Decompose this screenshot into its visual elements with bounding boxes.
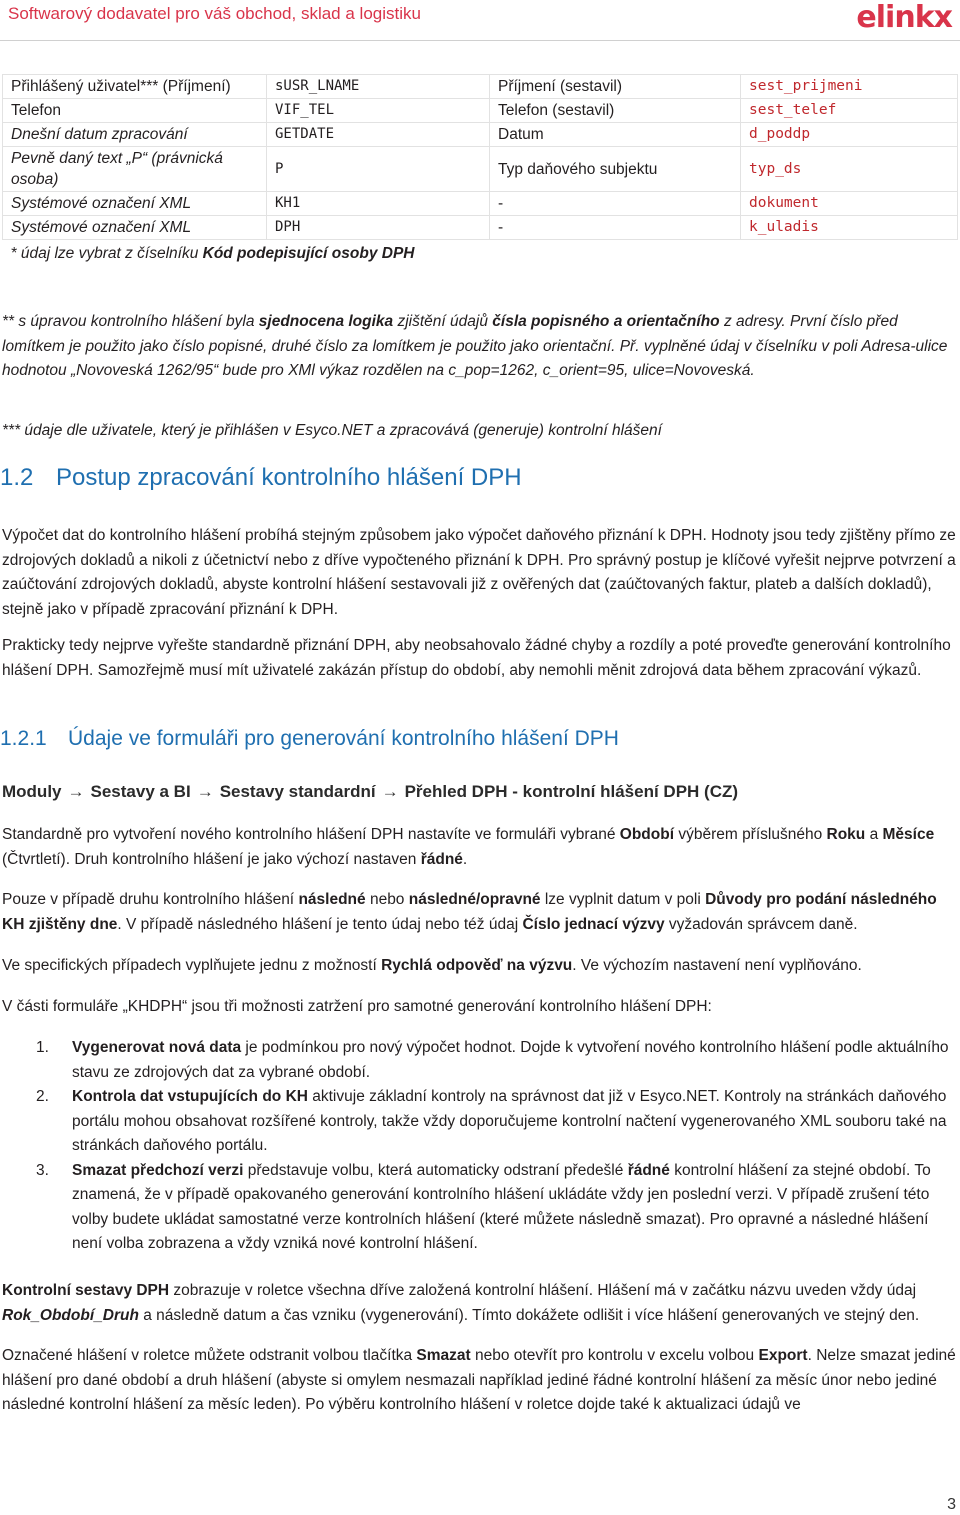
paragraph-khdph: V části formuláře „KHDPH“ jsou tři možnosti zatržení pro samotné generování kontrolního hlášení DPH:: [2, 998, 712, 1015]
section-title: Postup zpracování kontrolního hlášení DPH: [56, 464, 522, 491]
table-cell-label: Telefon: [3, 99, 267, 123]
table-cell-xml: sest_prijmeni: [741, 75, 958, 99]
arrow-icon: →: [196, 782, 214, 801]
table-cell-code: GETDATE: [267, 123, 490, 147]
table-cell-label: Dnešní datum zpracování: [3, 123, 267, 147]
path-item-sestavy-standardni: Sestavy standardní: [219, 782, 376, 801]
table-cell-desc: -: [490, 216, 741, 240]
table-cell-desc: Datum: [490, 123, 741, 147]
table-cell-xml: d_poddp: [741, 123, 958, 147]
table-cell-xml: dokument: [741, 192, 958, 216]
header-title: Softwarový dodavatel pro váš obchod, sklad a logistiku: [8, 4, 421, 23]
note-user: *** údaje dle uživatele, který je přihlášen v Esyco.NET a zpracovává (generuje) kontrolní hlášení: [2, 422, 662, 439]
table-cell-label: Přihlášený uživatel*** (Příjmení): [3, 75, 267, 99]
path-item-sestavy-bi: Sestavy a BI: [90, 782, 191, 801]
table-row: [3, 99, 958, 123]
options-list: [2, 1036, 956, 1257]
table-cell-code: DPH: [267, 216, 490, 240]
fields-table: [2, 74, 958, 265]
table-row: [3, 147, 958, 192]
table-cell-xml: k_uladis: [741, 216, 958, 240]
table-row: [3, 192, 958, 216]
page-number: 3: [947, 1496, 956, 1513]
table-cell-label: Systémové označení XML: [3, 216, 267, 240]
table-cell-xml: sest_telef: [741, 99, 958, 123]
table-cell-desc: Typ daňového subjektu: [490, 147, 741, 192]
section-heading: [0, 464, 522, 492]
table-row: [3, 216, 958, 240]
table-cell-label: Pevně daný text „P“ (právnická osoba): [3, 147, 267, 192]
subsection-title: Údaje ve formuláři pro generování kontrolního hlášení DPH: [68, 727, 619, 750]
table-cell-code: VIF_TEL: [267, 99, 490, 123]
table-cell-desc: -: [490, 192, 741, 216]
paragraph-kontrolni-sestavy: Kontrolní sestavy DPH zobrazuje v roletce všechna dříve založená kontrolní hlášení. Hlášení má v začátku názvu uveden vždy údaj Rok_Období_Druh a následně datum a čas vzniku (vygenerování). Tímto dokážete odlišit i více hlášení generovaných ve stejný den.: [2, 1282, 920, 1324]
menu-path: [2, 782, 738, 802]
arrow-icon: →: [381, 782, 399, 801]
table-cell-label: Systémové označení XML: [3, 192, 267, 216]
table-cell-desc: Příjmení (sestavil): [490, 75, 741, 99]
arrow-icon: →: [67, 782, 85, 801]
paragraph-standard: Standardně pro vytvoření nového kontrolního hlášení DPH nastavíte ve formuláři vybrané Období výběrem příslušného Roku a Měsíce (Čtvrtletí). Druh kontrolního hlášení je jako výchozí nastaven řádné.: [2, 826, 935, 868]
table-cell-desc: Telefon (sestavil): [490, 99, 741, 123]
table-note-row: [3, 240, 958, 266]
section-paragraph-1: Výpočet dat do kontrolního hlášení probíhá stejným způsobem jako výpočet daňového přiznání k DPH. Hodnoty jsou tedy zjištěny přímo ze zdrojových dokladů a nikoli z účetnictví nebo z dříve vypočteného přiznání k DPH. Pro správný postup je klíčové vyřešit nejprve potvrzení a zaúčtování zdrojových dokladů, abyste kontrolní hlášení sestavovali již z ověřených dat (zaúčtovaných faktur, plateb a dalších dokladů), stejně jako v případě zpracování přiznání k DPH.: [2, 527, 956, 618]
table-row: [3, 75, 958, 99]
paragraph-specific: Ve specifických případech vyplňujete jednu z možností Rychlá odpověď na výzvu. Ve výchozím nastavení není vyplňováno.: [2, 957, 862, 974]
list-item: 3. Smazat předchozí verzi představuje volbu, která automaticky odstraní předešlé řádné kontrolní hlášení za stejné období. To znamená, že v případě opakovaného generování kontrolního hlášení ukládáte vždy jen poslední verzi. V případě zrušení této volby budete ukládat samostatné verze kontrolních hlášení (které můžete následně smazat). Pro opravné a následné hlášení není volba zobrazena a vždy vzniká nové kontrolní hlášení.: [36, 1161, 931, 1252]
table-note: * údaj lze vybrat z číselníku Kód podepisující osoby DPH: [10, 245, 415, 262]
table-cell-code: P: [267, 147, 490, 192]
subsection-heading: [0, 727, 619, 751]
table-cell-xml: typ_ds: [741, 147, 958, 192]
table-cell-code: KH1: [267, 192, 490, 216]
section-paragraph-2: Prakticky tedy nejprve vyřešte standardně přiznání DPH, aby neobsahovalo žádné chyby a rozdíly a poté proveďte generování kontrolního hlášení DPH. Samozřejmě musí mít uživatelé zakázán přístup do období, aby nemohli měnit zdrojová data během zpracování výkazů.: [2, 637, 951, 679]
header-divider: [0, 40, 960, 41]
paragraph-oznacene: Označené hlášení v roletce můžete odstranit volbou tlačítka Smazat nebo otevřít pro kontrolu v excelu volbou Export. Nelze smazat jediné hlášení pro dané období a druh hlášení (abyste si omylem nesmazali například jediné řádné kontrolní hlášení za měsíc únor nebo jediné následné kontrolní hlášení za měsíc leden). Po výběru kontrolního hlášení v roletce dojde také k aktualizaci údajů ve: [2, 1347, 956, 1413]
table-cell-code: sUSR_LNAME: [267, 75, 490, 99]
section-number: 1.2: [0, 464, 34, 491]
subsection-number: 1.2.1: [0, 727, 47, 750]
elinkx-logo: elinkx: [856, 0, 952, 35]
paragraph-pouze: Pouze v případě druhu kontrolního hlášení následné nebo následné/opravné lze vyplnit datum v poli Důvody pro podání následného KH zjištěny dne. V případě následného hlášení je tento údaj nebo též údaj Číslo jednací výzvy vyžadován správcem daně.: [2, 891, 937, 933]
table-row: [3, 123, 958, 147]
path-item-prehled-dph: Přehled DPH - kontrolní hlášení DPH (CZ): [404, 782, 739, 801]
path-item-moduly: Moduly: [2, 782, 62, 801]
list-item: 1. Vygenerovat nová data je podmínkou pro nový výpočet hodnot. Dojde k vytvoření nového kontrolního hlášení podle aktuálního stavu ze zdrojových dat za vybrané období.: [36, 1039, 949, 1081]
list-item: 2. Kontrola dat vstupujících do KH aktivuje základní kontroly na správnost dat již v Esyco.NET. Kontroly na stránkách daňového portálu mohou obsahovat rozšířené kontroly, takže vždy doporučujeme kontrolní načtení vygenerovaného XML souboru také na stránkách daňového portálu.: [36, 1088, 947, 1154]
note-address: ** s úpravou kontrolního hlášení byla sjednocena logika zjištění údajů čísla popisného a orientačního z adresy. První číslo před lomítkem je použito jako číslo popisné, druhé číslo za lomítkem je použito jako orientační. Př. vyplněné údaj v číselníku v poli Adresa-ulice hodnotou „Novoveská 1262/95“ bude pro XMl výkaz rozdělen na c_pop=1262, c_orient=95, ulice=Novoveská.: [2, 313, 948, 379]
